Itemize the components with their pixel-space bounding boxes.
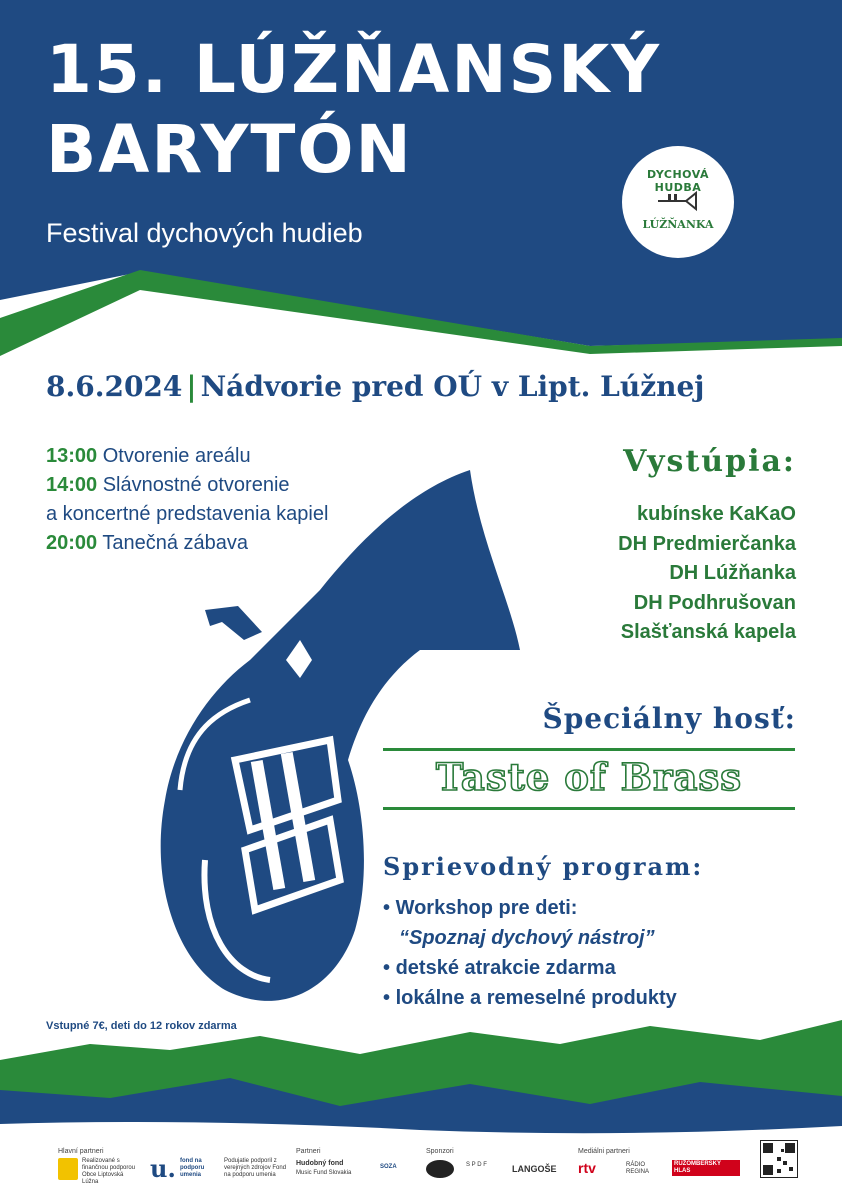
sponsor-logo-icon	[426, 1160, 454, 1178]
qr-code-icon[interactable]	[760, 1140, 798, 1178]
partner-2: SOZA	[380, 1164, 397, 1170]
title-line-2: BARYTÓN	[46, 111, 413, 188]
sponsor-2: LANGOŠE	[512, 1164, 557, 1174]
special-guest-title: Špeciálny hosť:	[542, 702, 796, 735]
village-crest-icon	[58, 1158, 78, 1180]
event-dateline	[46, 370, 704, 403]
performer-item: Slašťanská kapela	[620, 621, 796, 643]
sponsors-label: Sponzori	[426, 1148, 454, 1155]
entry-fee: Vstupné 7€, deti do 12 rokov zdarma	[46, 1020, 237, 1032]
program-item: • lokálne a remeselné produkty	[383, 987, 677, 1009]
performer-item: DH Lúžňanka	[669, 562, 796, 584]
band-logo	[622, 146, 734, 258]
schedule-item: 14:00 Slávnostné otvorenie	[46, 474, 290, 496]
main-partners-label: Hlavní partneri	[58, 1148, 104, 1155]
schedule-list	[46, 442, 328, 558]
fond-logo-icon: u.	[150, 1154, 176, 1183]
event-date: 8.6.2024	[46, 370, 183, 403]
program-list	[383, 893, 677, 1013]
title-line-1: 15. LÚŽŇANSKÝ	[46, 31, 662, 108]
media-2: RÁDIO REGINA	[626, 1162, 650, 1175]
logo-top-text: DYCHOVÁ HUDBA	[646, 168, 710, 194]
program-title: Sprievodný program:	[383, 852, 704, 881]
schedule-item: 20:00 Tanečná zábava	[46, 532, 249, 554]
performer-item: DH Predmierčanka	[618, 532, 796, 555]
program-item: • Workshop pre deti:	[383, 897, 578, 919]
sponsor-1: S P D F	[466, 1162, 487, 1168]
logo-bottom-text: LÚŽŇANKA	[642, 218, 714, 231]
media-3: RUŽOMBERSKÝ HLAS	[672, 1160, 740, 1176]
program-item: • detské atrakcie zdarma	[383, 957, 616, 979]
media-partners-label: Mediálni partneri	[578, 1148, 630, 1155]
performer-item: kubínske KaKaO	[637, 503, 796, 525]
schedule-item: a koncertné predstavenia kapiel	[46, 503, 329, 525]
partners-strip	[0, 1142, 842, 1191]
program-item: “Spoznaj dychový nástroj”	[399, 927, 655, 949]
fond-name: fond na podporu umenia	[180, 1158, 205, 1178]
performers-list	[618, 500, 796, 648]
partners-label: Partneri	[296, 1148, 321, 1155]
special-guest-name: Taste of Brass	[435, 755, 743, 799]
festival-title	[46, 30, 661, 190]
dateline-separator: |	[186, 370, 197, 403]
main-partner-text: Realizované s finančnou podporou Obce Liptovská Lúžna	[82, 1158, 136, 1185]
special-guest-box	[383, 748, 795, 810]
event-place: Nádvorie pred OÚ v Lipt. Lúžnej	[200, 370, 705, 403]
trumpet-icon	[656, 188, 700, 214]
fond-text: Podujatie podporil z verejných zdrojov Fond na podporu umenia	[224, 1158, 287, 1178]
schedule-item: 13:00 Otvorenie areálu	[46, 445, 251, 467]
partner-1b: Music Fund Slovakia	[296, 1170, 352, 1176]
festival-subtitle: Festival dychových hudieb	[46, 218, 363, 248]
performer-item: DH Podhrušovan	[633, 591, 796, 614]
media-1: rtv	[578, 1160, 596, 1176]
performers-title: Vystúpia:	[623, 444, 796, 479]
partner-1: Hudobný fond	[296, 1160, 344, 1167]
